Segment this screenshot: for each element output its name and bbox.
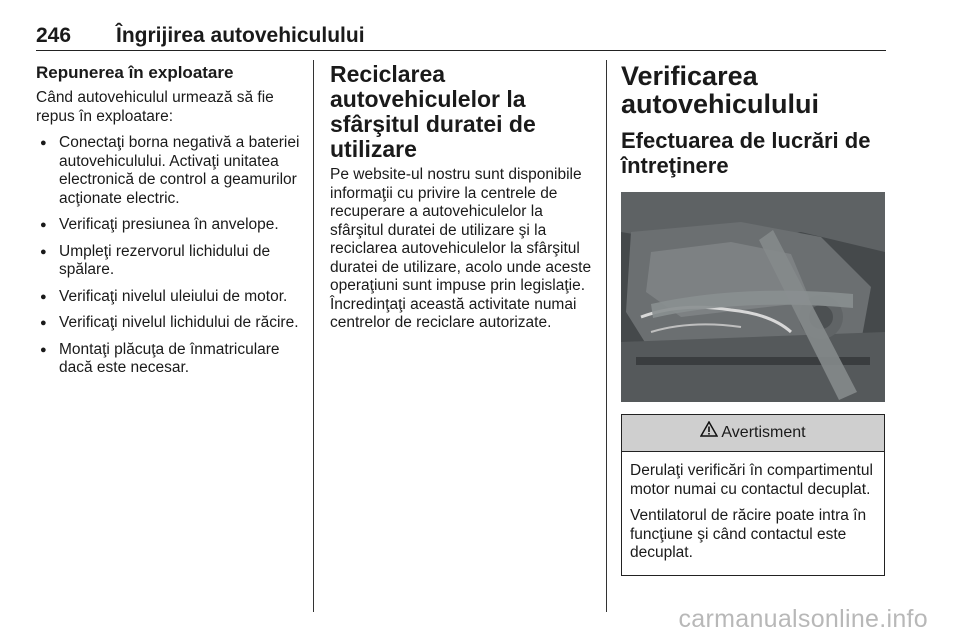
column-3 [621,62,887,576]
subheading-maintenance: Efectuarea de lucrări de întreţinere [621,128,871,178]
column-divider-2 [606,60,607,612]
list-item: ● Conectaţi borna negativă a bateriei autovehiculului. Activaţi unitatea electronică de control a geamurilor acţionate electric. [36,134,302,208]
running-title: Îngrijirea autovehiculului [116,24,365,47]
list-item: ● Verificaţi presiunea în anvelope. [36,216,302,235]
section-heading-vehicle-check: Verificarea autovehiculului [621,61,820,119]
checklist [36,134,302,378]
page-header [36,24,886,51]
column-1 [36,62,302,386]
watermark-text: carmanualsonline.info [678,605,928,633]
list-item: ● Verificaţi nivelul uleiului de motor. [36,288,302,307]
list-item: ● Montaţi plăcuţa de înmatriculare dacă este necesar. [36,341,302,378]
warning-header [622,415,884,452]
column-2 [330,62,592,341]
engine-bay-photo [621,192,885,402]
section-heading-recycling: Reciclarea autovehiculelor la sfârşitul duratei de utilizare [330,61,536,162]
column-divider-1 [313,60,314,612]
recycling-paragraph: Pe website-ul nostru sunt disponibile informaţii cu privire la centrele de recuperare a autovehiculelor la sfârşitul duratei de utilizare şi la reciclarea autovehiculelor la sfârşitul duratei de utilizare, acolo unde aceste operaţiuni sunt impuse prin legislaţie. Încredinţaţi această activitate numai centrelor de reciclare autorizate. [330,166,592,331]
warning-paragraph: Ventilatorul de răcire poate intra în funcţiune şi când contactul este decuplat. [630,507,867,561]
list-item: ● Verificaţi nivelul lichidului de răcire. [36,314,302,333]
warning-icon [700,415,718,451]
engine-bay-illustration [621,192,885,402]
page-number: 246 [36,24,72,47]
warning-box [621,414,885,576]
warning-title: Avertisment [721,424,806,441]
intro-paragraph: Când autovehiculul urmează să fie repus în exploatare: [36,89,274,125]
list-item: ● Umpleţi rezervorul lichidului de spălare. [36,243,302,280]
warning-body [622,452,884,575]
warning-paragraph: Derulaţi verificări în compartimentul motor numai cu contactul decuplat. [630,462,873,498]
section-heading-recommissioning: Repunerea în exploatare [36,63,234,82]
